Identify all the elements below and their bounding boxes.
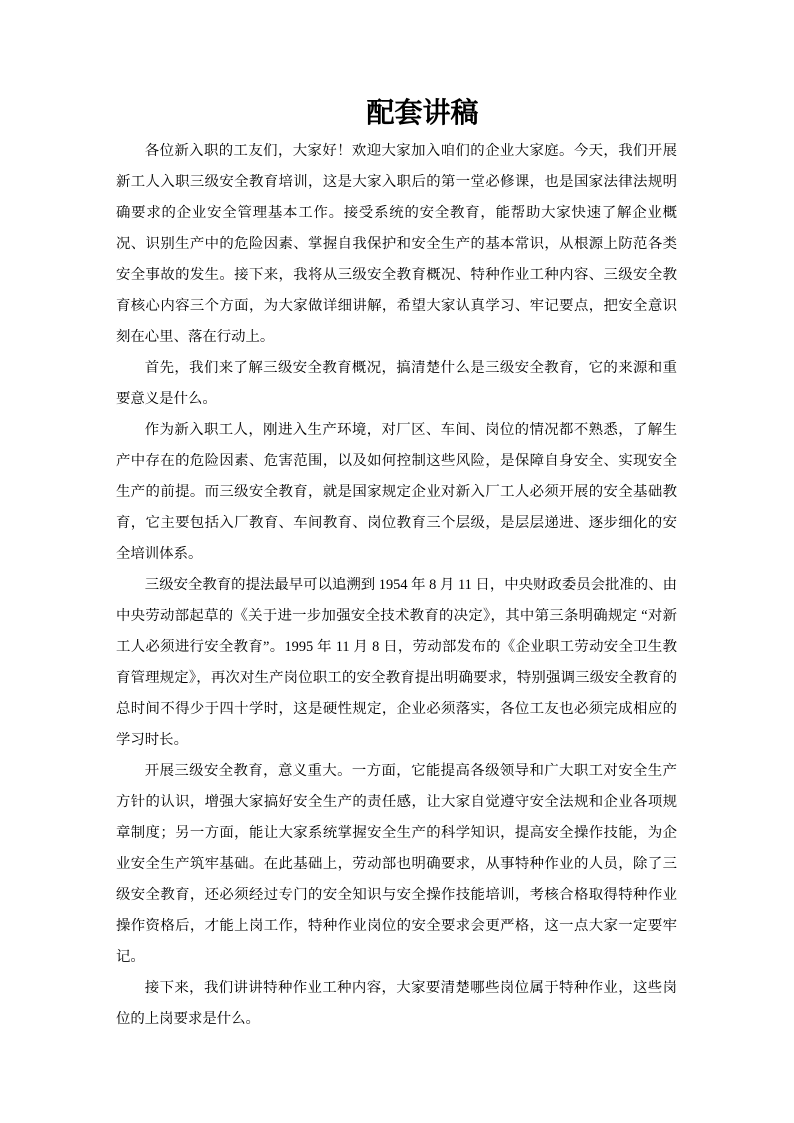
paragraph-overview-lead: 首先，我们来了解三级安全教育概况，搞清楚什么是三级安全教育，它的来源和重要意义是什么。	[116, 360, 677, 407]
document-title: 配套讲稿	[366, 98, 479, 129]
document-body	[116, 136, 677, 1035]
paragraph-definition: 作为新入职工人，刚进入生产环境，对厂区、车间、岗位的情况都不熟悉，了解生产中存在的危险因素、危害范围，以及如何控制这些风险，是保障自身安全、实现安全生产的前提。而三级安全教育，就是国家规定企业对新入厂工人必须开展的安全基础教育，它主要包括入厂教育、车间教育、岗位教育三个层级，是层层递进、逐步细化的安全培训体系。	[116, 422, 677, 562]
paragraph-significance: 开展三级安全教育，意义重大。一方面，它能提高各级领导和广大职工对安全生产方针的认识，增强大家搞好安全生产的责任感，让大家自觉遵守安全法规和企业各项规章制度；另一方面，能让大家系统掌握安全生产的科学知识，提高安全操作技能，为企业安全生产筑牢基础。在此基础上，劳动部也明确要求，从事特种作业的人员，除了三级安全教育，还必须经过专门的安全知识与安全操作技能培训，考核合格取得特种作业操作资格后，才能上岗工作，特种作业岗位的安全要求会更严格，这一点大家一定要牢记。	[116, 763, 677, 965]
paragraph-transition: 接下来，我们讲讲特种作业工种内容，大家要清楚哪些岗位属于特种作业，这些岗位的上岗要求是什么。	[116, 980, 677, 1027]
paragraph-intro: 各位新入职的工友们，大家好！欢迎大家加入咱们的企业大家庭。今天，我们开展新工人入职三级安全教育培训，这是大家入职后的第一堂必修课，也是国家法律法规明确要求的企业安全管理基本工作。接受系统的安全教育，能帮助大家快速了解企业概况、识别生产中的危险因素、掌握自我保护和安全生产的基本常识，从根源上防范各类安全事故的发生。接下来，我将从三级安全教育概况、特种作业工种内容、三级安全教育核心内容三个方面，为大家做详细讲解，希望大家认真学习、牢记要点，把安全意识刻在心里、落在行动上。	[116, 143, 677, 345]
paragraph-history: 三级安全教育的提法最早可以追溯到 1954 年 8 月 11 日，中央财政委员会批准的、由中央劳动部起草的《关于进一步加强安全技术教育的决定》，其中第三条明确规定 “对新工人必须进行安全教育”。1995 年 11 月 8 日，劳动部发布的《企业职工劳动安全卫生教育管理规定》，再次对生产岗位职工的安全教育提出明确要求，特别强调三级安全教育的总时间不得少于四十学时，这是硬性规定，企业必须落实，各位工友也必须完成相应的学习时长。	[116, 577, 677, 748]
